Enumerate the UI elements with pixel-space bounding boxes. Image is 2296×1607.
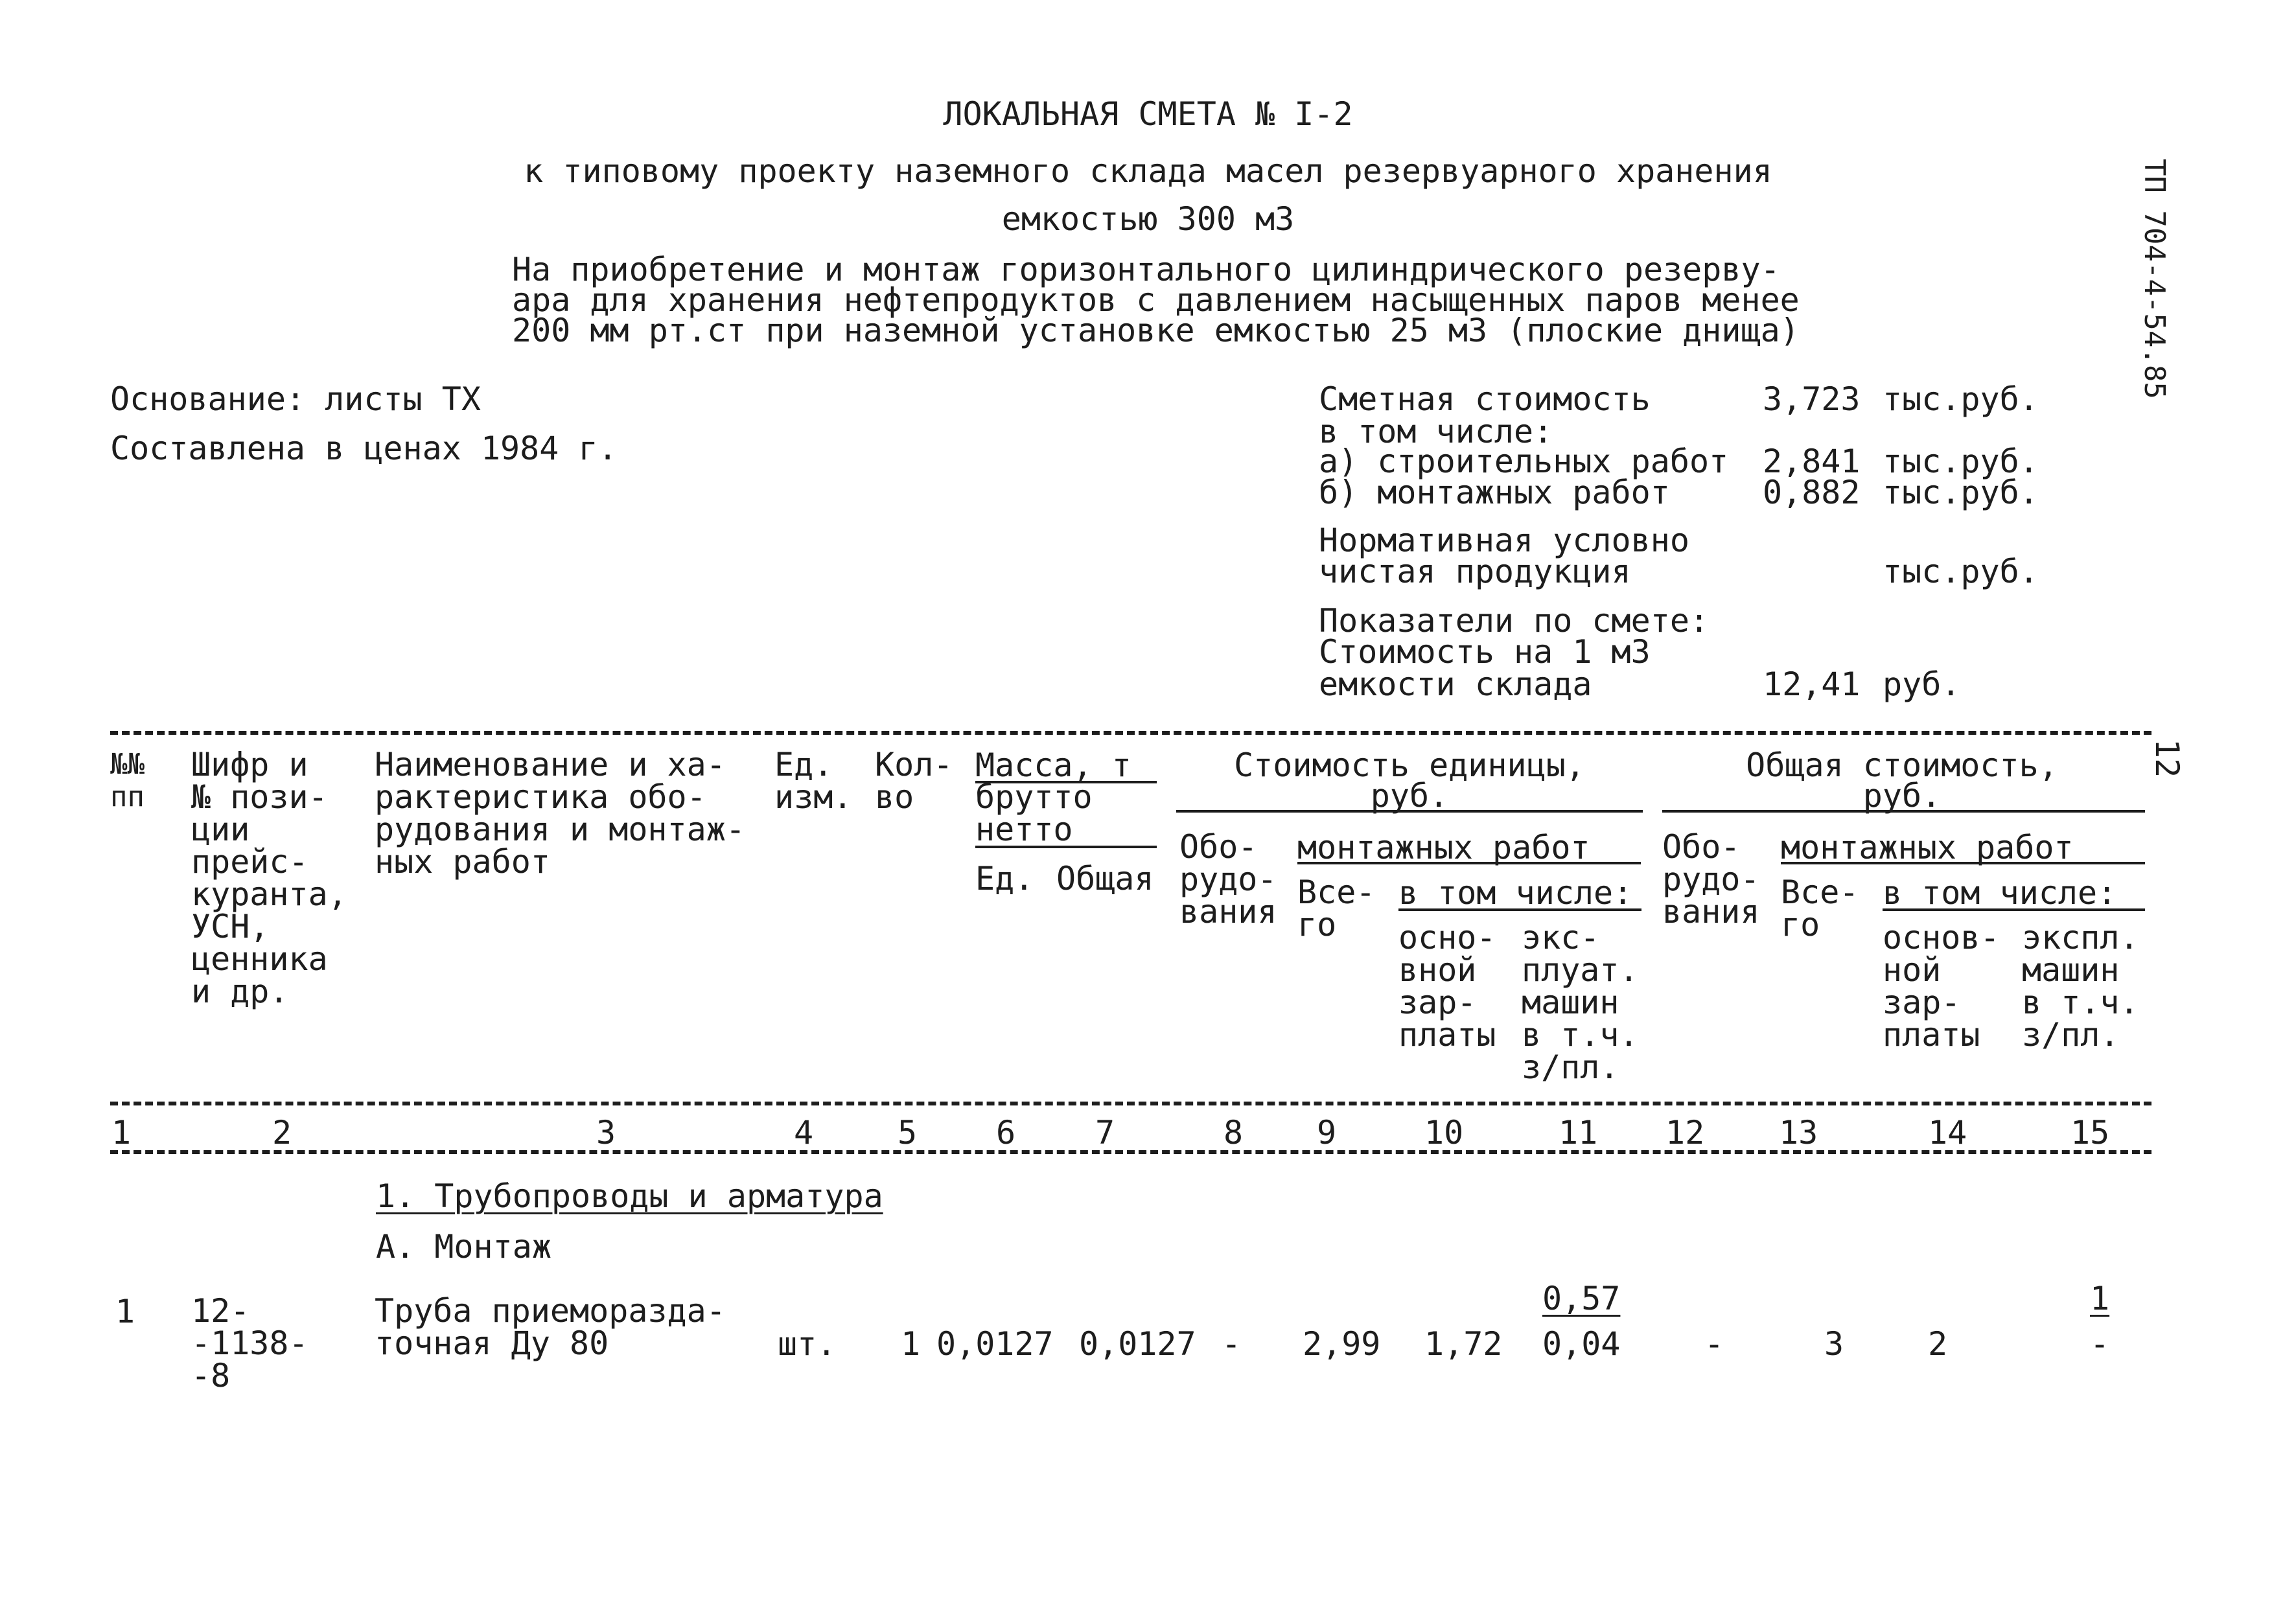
estimate-cost-label: Сметная стоимость <box>1319 380 1651 418</box>
row1-total: 2,99 <box>1303 1325 1381 1363</box>
row1-total-machines-wage-value: 1 <box>2090 1280 2110 1317</box>
unit-mount-rule <box>1297 862 1641 864</box>
construction-works-label: а) строительных работ <box>1319 443 1729 480</box>
basis-sheets: Основание: листы ТХ <box>110 380 481 418</box>
unit-base-wage-header: осно- вной зар- платы <box>1398 919 1496 1054</box>
total-cost-rule <box>1662 810 2145 813</box>
col-num-5: 5 <box>898 1114 918 1151</box>
document-title: ЛОКАЛЬНАЯ СМЕТА № I-2 <box>943 95 1353 133</box>
unit-cost-header: Стоимость единицы, <box>1234 746 1585 784</box>
unit-including-header: в том числе: <box>1398 874 1633 912</box>
col-unit-header: Ед. изм. <box>774 746 853 816</box>
row1-total-machines-wage <box>2090 1282 2109 1315</box>
total-mount-rule <box>1781 862 2145 864</box>
col-num-6: 6 <box>996 1114 1016 1151</box>
unit-total-header: Все- го <box>1297 873 1376 943</box>
col-name-header: Наименование и ха- рактеристика обо- рудования и монтаж- ных работ <box>375 746 745 881</box>
total-mount-header: монтажных работ <box>1781 829 2074 866</box>
document-subtitle: к типовому проекту наземного склада масел резервуарного хранения <box>524 152 1772 190</box>
row1-unit: шт. <box>778 1325 837 1363</box>
row1-name: Труба приемораздa- точная Ду 80 <box>375 1292 726 1362</box>
indicators-label: Показатели по смете: <box>1319 602 1710 640</box>
description-line-2: ара для хранения нефтепродуктов с давлением насыщенных паров менее <box>512 281 1800 319</box>
row1-total-base: 2 <box>1928 1325 1948 1363</box>
unit-cost-rule <box>1176 810 1643 813</box>
header-bottom-rule <box>110 1102 2151 1105</box>
mass-total-header: Общая <box>1056 860 1154 897</box>
row1-number: 1 <box>115 1293 135 1330</box>
mass-sub-rule <box>975 846 1157 848</box>
mounting-works-unit: тыс.руб. <box>1883 474 2039 511</box>
numbers-rule <box>110 1150 2151 1154</box>
total-cost-header: Общая стоимость, <box>1746 746 2058 784</box>
row1-machines-wage <box>1542 1282 1620 1315</box>
construction-works-value: 2,841 <box>1763 443 1861 480</box>
table-top-rule <box>110 731 2151 735</box>
row1-machines-wage-value: 0,57 <box>1542 1280 1621 1317</box>
page-mark: 12 <box>2148 739 2186 778</box>
row1-mass-total: 0,0127 <box>1079 1325 1196 1363</box>
basis-prices: Составлена в ценах 1984 г. <box>110 430 618 467</box>
col-code-header: Шифр и № пози- ции прейс- куранта, УСН, ценника и др. <box>191 746 347 1010</box>
total-machines-header: экспл. машин в т.ч. з/пл. <box>2022 919 2139 1054</box>
description-line-3: 200 мм рт.ст при наземной установке емкостью 25 м3 (плоские днища) <box>512 312 1800 349</box>
normative-production-unit: тыс.руб. <box>1883 553 2039 590</box>
col-num-13: 13 <box>1779 1114 1818 1151</box>
estimate-cost-value: 3,723 <box>1763 380 1861 418</box>
mass-unit-header: Ед. <box>975 860 1034 897</box>
total-equip-header: Обо- рудо- вания <box>1662 828 1760 931</box>
mounting-works-value: 0,882 <box>1763 474 1861 511</box>
col-num-14: 14 <box>1928 1114 1967 1151</box>
section-title-text: 1. Трубопроводы и арматура <box>376 1177 883 1215</box>
estimate-cost-unit: тыс.руб. <box>1883 380 2039 418</box>
section-title <box>376 1179 883 1213</box>
storage-capacity-label: емкости склада <box>1319 665 1592 703</box>
row1-total-machines: - <box>2090 1325 2110 1363</box>
total-total-header: Все- го <box>1781 873 1859 943</box>
mounting-works-label: б) монтажных работ <box>1319 474 1670 511</box>
col-number-header: №№ пп <box>110 748 145 813</box>
unit-equip-header: Обо- рудо- вания <box>1179 828 1277 931</box>
unit-machines-header: экс- плуат. машин в т.ч. з/пл. <box>1522 919 1639 1086</box>
col-num-2: 2 <box>272 1114 292 1151</box>
col-num-3: 3 <box>596 1114 616 1151</box>
document-code: ТП 704-4-54.85 <box>2138 159 2171 399</box>
col-num-1: 1 <box>111 1114 132 1151</box>
mass-header: Масса, т <box>975 746 1131 784</box>
col-num-7: 7 <box>1095 1114 1115 1151</box>
mass-gross-net: брутто нетто <box>975 778 1093 848</box>
row1-base-wage: 1,72 <box>1424 1325 1503 1363</box>
normative-production-label-1: Нормативная условно <box>1319 522 1689 559</box>
col-num-8: 8 <box>1223 1114 1244 1151</box>
col-num-12: 12 <box>1665 1114 1705 1151</box>
normative-production-label-2: чистая продукция <box>1319 553 1631 590</box>
cost-per-m3-value: 12,41 <box>1763 665 1861 703</box>
col-num-11: 11 <box>1559 1114 1598 1151</box>
col-num-9: 9 <box>1317 1114 1337 1151</box>
col-num-15: 15 <box>2070 1114 2110 1151</box>
including-label: в том числе: <box>1319 413 1553 450</box>
section-subtitle: А. Монтаж <box>376 1228 551 1266</box>
construction-works-unit: тыс.руб. <box>1883 443 2039 480</box>
total-cost-rub: руб. <box>1862 777 1942 815</box>
col-num-4: 4 <box>794 1114 814 1151</box>
unit-cost-rub: руб. <box>1370 777 1449 815</box>
row1-mass-unit: 0,0127 <box>936 1325 1054 1363</box>
row1-code: 12- -1138- -8 <box>191 1292 308 1394</box>
unit-mount-header: монтажных работ <box>1297 829 1590 866</box>
row1-machines: 0,04 <box>1542 1325 1621 1363</box>
row1-total-total: 3 <box>1824 1325 1844 1363</box>
document-capacity: емкостью 300 м3 <box>1001 200 1295 238</box>
row1-total-equip: - <box>1704 1325 1724 1363</box>
col-qty-header: Кол- во <box>875 746 953 816</box>
row1-qty: 1 <box>901 1325 921 1363</box>
row1-equip: - <box>1222 1325 1242 1363</box>
description-line-1: На приобретение и монтаж горизонтального цилиндрического резерву- <box>512 251 1780 288</box>
cost-per-m3-unit: руб. <box>1883 665 1961 703</box>
total-including-rule <box>1883 908 2145 911</box>
cost-per-m3-label: Стоимость на 1 м3 <box>1319 633 1651 671</box>
total-base-wage-header: основ- ной зар- платы <box>1883 919 2000 1054</box>
total-including-header: в том числе: <box>1883 874 2117 912</box>
col-num-10: 10 <box>1424 1114 1464 1151</box>
unit-including-rule <box>1398 908 1641 911</box>
